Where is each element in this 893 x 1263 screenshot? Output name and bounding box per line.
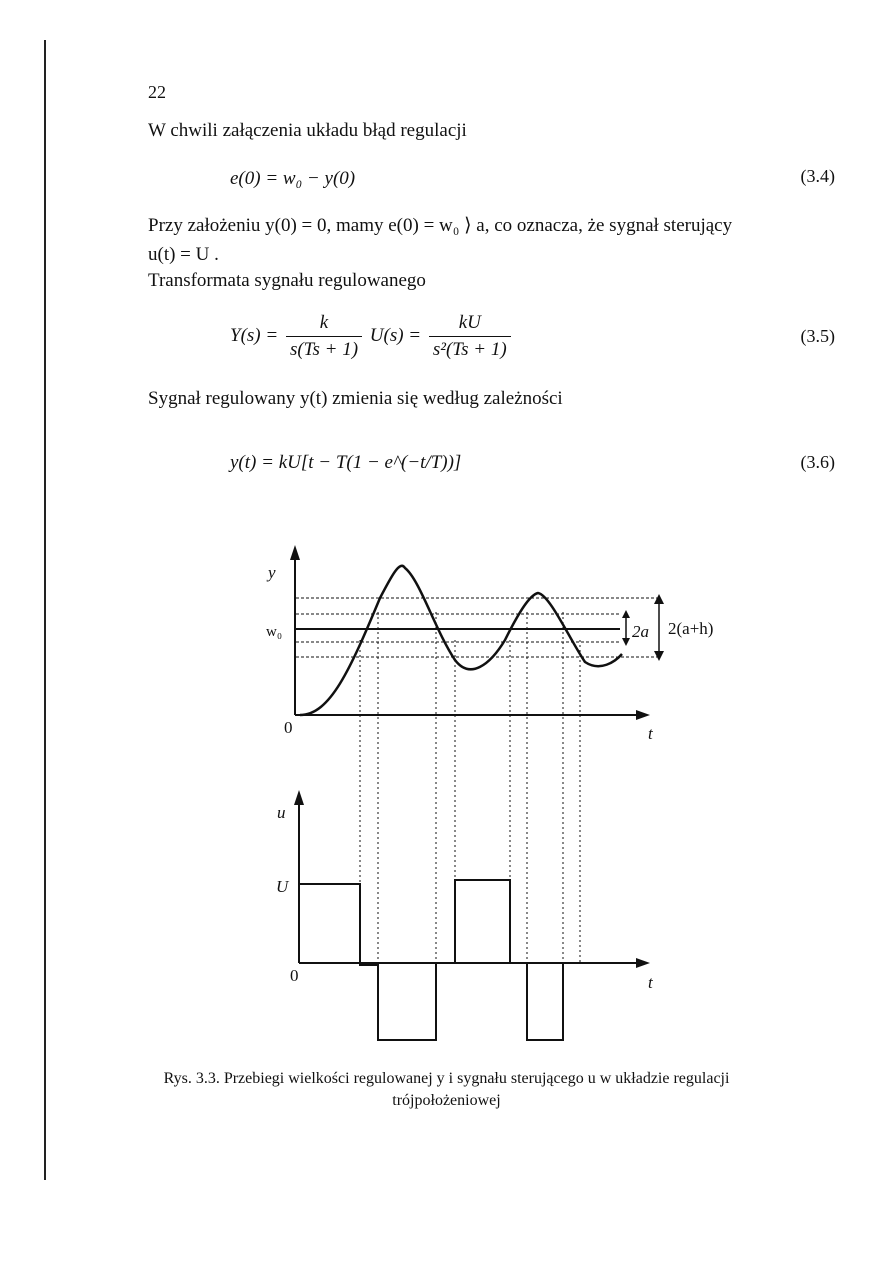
- eq35-lhs: Y(s) =: [230, 324, 279, 346]
- paragraph-line-5: Sygnał regulowany y(t) zmienia się według zależności: [148, 388, 563, 409]
- figure-caption: [0, 1068, 893, 1112]
- eq35-f2-denominator: s²(Ts + 1): [432, 339, 507, 360]
- two-a-plus-h-label: 2(a+h): [668, 619, 714, 638]
- control-signal: [299, 880, 580, 1040]
- U-level-label: U: [276, 877, 289, 896]
- page-number: 22: [148, 82, 166, 102]
- eq35-fraction-1: [286, 312, 362, 361]
- bottom-zero-label: 0: [290, 966, 299, 985]
- paragraph-line-2: Przy założeniu y(0) = 0, mamy e(0) = w₀ ⟩ a, co oznacza, że sygnał sterujący: [148, 215, 733, 236]
- equation-number-3-4: (3.4): [800, 166, 835, 186]
- top-t-arrow: [636, 710, 650, 720]
- bottom-u-arrow: [294, 790, 304, 805]
- response-curve: [300, 566, 622, 715]
- bottom-t-label: t: [648, 973, 653, 992]
- eq35-middle: U(s) =: [369, 324, 422, 346]
- top-y-arrow: [290, 545, 300, 560]
- bottom-t-arrow: [636, 958, 650, 968]
- eq35-f2-numerator: kU: [429, 312, 511, 337]
- control-figure: [0, 530, 893, 1060]
- top-t-label: t: [648, 724, 653, 743]
- y-axis-label: y: [268, 563, 276, 582]
- caption-line-1: Rys. 3.3. Przebiegi wielkości regulowanej y i sygnału sterującego u w układzie regulacji: [163, 1070, 730, 1087]
- caption-line-2: trójpołożeniowej: [392, 1092, 501, 1109]
- two-a-label: 2a: [632, 622, 649, 641]
- eq35-f1-numerator: k: [286, 312, 362, 337]
- eq35-f1-denominator: s(Ts + 1): [289, 339, 359, 360]
- u-axis-label: u: [277, 803, 286, 822]
- equation-number-3-6: (3.6): [800, 452, 835, 472]
- paragraph-line-3: u(t) = U .: [148, 244, 219, 265]
- w0-label: w₀: [266, 624, 283, 640]
- eq35-fraction-2: [429, 312, 511, 361]
- equation-3-6: y(t) = kU[t − T(1 − e^(−t/T))]: [230, 452, 462, 473]
- paragraph-line-1: W chwili załączenia układu błąd regulacji: [148, 120, 467, 141]
- equation-3-5: [230, 312, 514, 361]
- paragraph-line-4: Transformata sygnału regulowanego: [148, 270, 426, 291]
- equation-number-3-5: (3.5): [800, 326, 835, 346]
- top-zero-label: 0: [284, 718, 293, 737]
- equation-3-4: e(0) = w₀ − y(0): [230, 168, 356, 189]
